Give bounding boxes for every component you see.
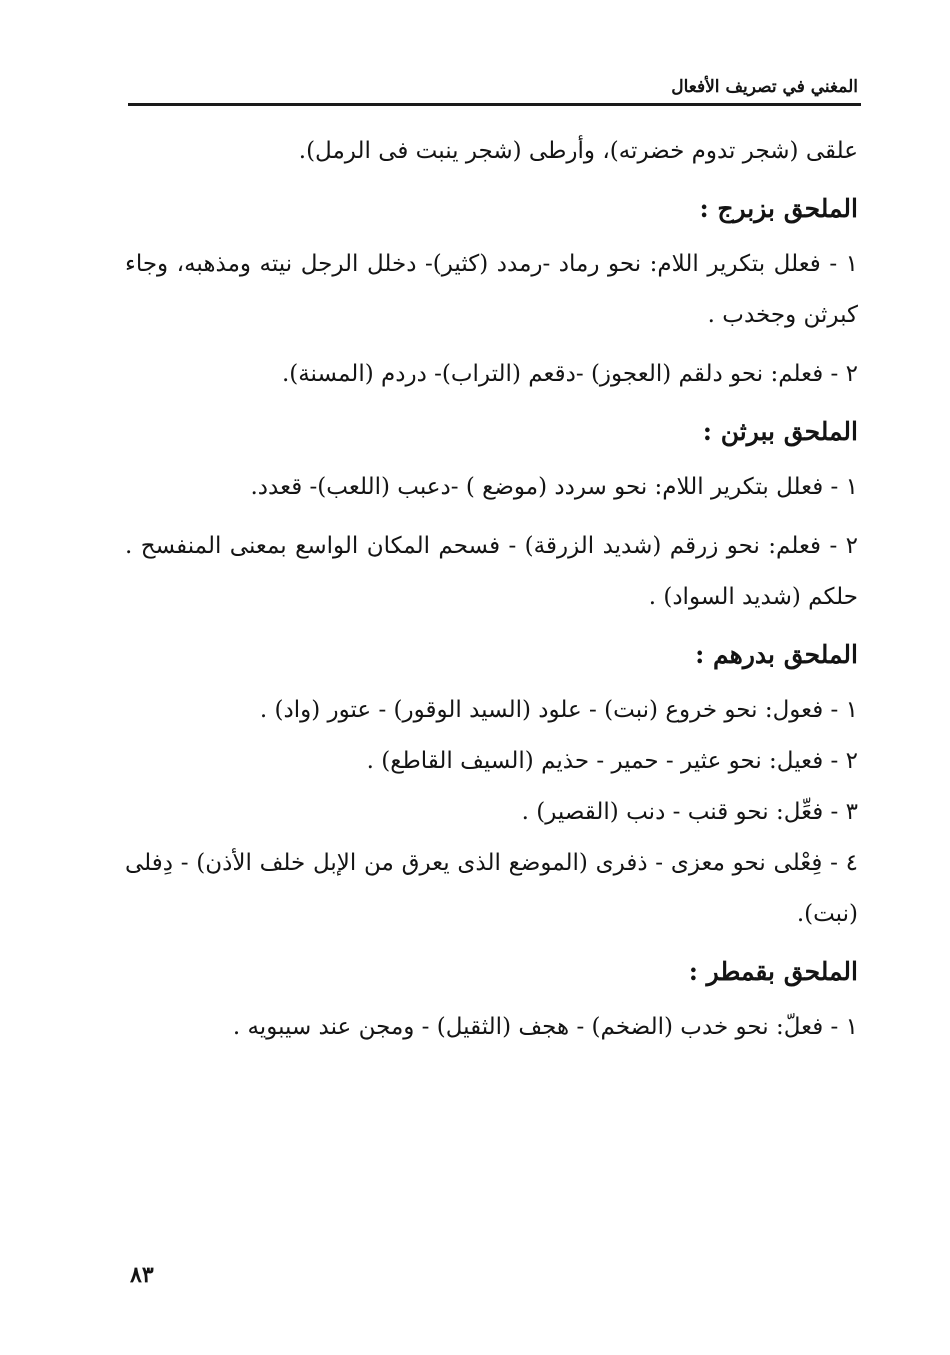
list-item: ٢ - فعيل: نحو عثير - حمير - حذيم (السيف القاطع) . bbox=[366, 748, 858, 774]
section-heading-dirham: الملحق بدرهم : bbox=[695, 640, 858, 669]
intro-paragraph: علقى (شجر تدوم خضرته)، وأرطى (شجر ينبت فى الرمل). bbox=[298, 138, 858, 164]
section-heading-burthun: الملحق ببرثن : bbox=[702, 417, 858, 446]
list-item: ١ - فعول: نحو خروع (نبت) - علود (السيد الوقور) - عتور (واد) . bbox=[259, 697, 858, 723]
list-item: ٢ - فعلم: نحو زرقم (شديد الزرقة) - فسحم المكان الواسع بمعنى المنفسح . حلكم (شديد السواد) . bbox=[125, 533, 858, 610]
section-heading-qimatr: الملحق بقمطر : bbox=[688, 957, 858, 986]
list-item: ٣ - فعِّل: نحو قنب - دنب (القصير) . bbox=[521, 799, 858, 825]
running-header-title: المغني في تصريف الأفعال bbox=[671, 77, 858, 97]
body-text bbox=[125, 126, 858, 1053]
section-heading-zabraj: الملحق بزبرج : bbox=[699, 194, 858, 223]
list-item: ١ - فعلل بتكرير اللام: نحو رماد -رمدد (كثير)- دخلل الرجل نيته ومذهبه، وجاء كبرثن وجخدب . bbox=[125, 251, 859, 328]
header-rule bbox=[128, 103, 861, 106]
list-item: ٢ - فعلم: نحو دلقم (العجوز) -دقعم (التراب)- دردم (المسنة). bbox=[281, 361, 858, 387]
list-item: ١ - فعلل بتكرير اللام: نحو سردد (موضع ) -دعبب (اللعب)- قعدد. bbox=[250, 474, 858, 500]
page-number: ٨٣ bbox=[130, 1262, 154, 1288]
list-item: ١ - فعلّ: نحو خدب (الضخم) - هجف (الثقيل) - ومجن عند سيبويه . bbox=[232, 1014, 858, 1040]
list-item: ٤ - فِعْلى نحو معزى - ذفرى (الموضع الذى يعرق من الإبل خلف الأذن) - دِفلى (نبت). bbox=[125, 850, 858, 927]
